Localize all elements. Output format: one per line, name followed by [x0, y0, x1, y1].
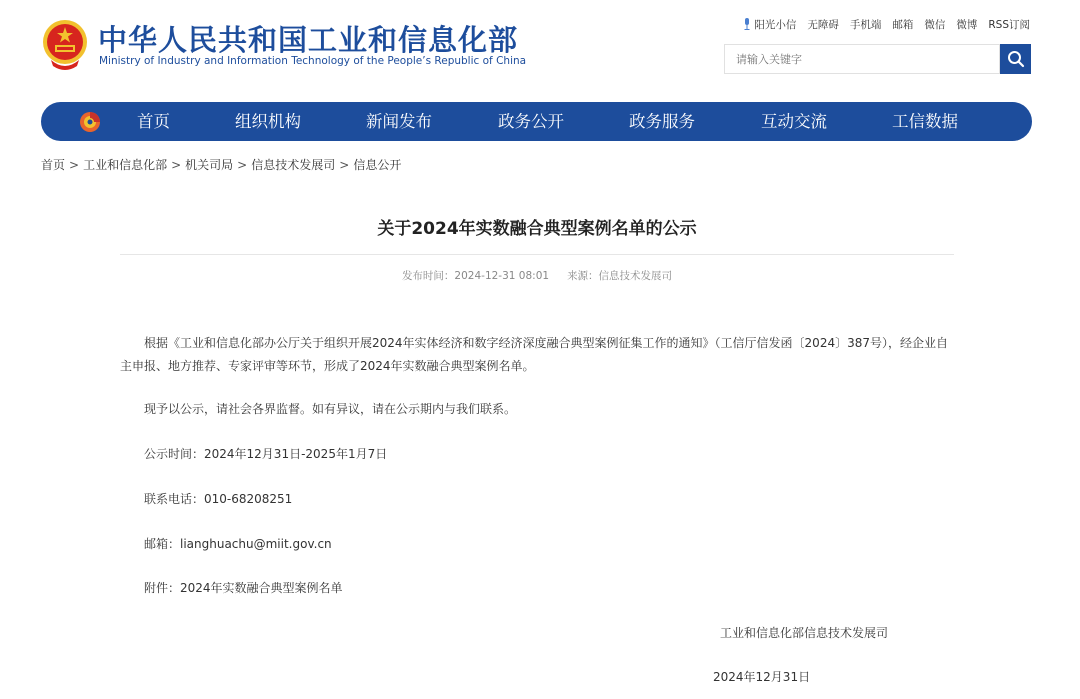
contact-email: 邮箱：lianghuachu@miit.gov.cn — [144, 537, 332, 551]
breadcrumb-it-dept[interactable]: 信息技术发展司 — [251, 158, 336, 172]
article-source: 来源：信息技术发展司 — [567, 270, 673, 282]
breadcrumb-separator: > — [171, 158, 182, 172]
article-meta — [120, 268, 954, 283]
top-link-weibo[interactable]: 微博 — [956, 18, 978, 31]
top-links — [743, 16, 1030, 32]
breadcrumb-separator: > — [237, 158, 248, 172]
breadcrumb-info-public[interactable]: 信息公开 — [353, 158, 402, 172]
signature-date: 2024年12月31日 — [713, 670, 811, 684]
top-link-rss[interactable]: RSS订阅 — [988, 18, 1030, 31]
breadcrumb-separator: > — [339, 158, 350, 172]
breadcrumb-ministry[interactable]: 工业和信息化部 — [83, 158, 168, 172]
nav-item-home[interactable]: 首页 — [137, 112, 170, 131]
article-paragraph: 根据《工业和信息化部办公厅关于组织开展2024年实体经济和数字经济深度融合典型案例征集工作的通知》（工信厅信发函〔2024〕387号），经企业自主申报、地方推荐、专家评审等环节，形成了2024年实数融合典型案例名单。 — [120, 336, 948, 373]
article-body — [120, 332, 956, 377]
contact-phone: 联系电话：010-68208251 — [144, 492, 293, 506]
top-link-accessibility[interactable]: 无障碍 — [807, 18, 839, 31]
attachment-link[interactable]: 附件：2024年实数融合典型案例名单 — [144, 581, 343, 595]
publish-time: 发布时间：2024-12-31 08:01 — [401, 270, 550, 282]
breadcrumb-departments[interactable]: 机关司局 — [185, 158, 234, 172]
top-link-mail[interactable]: 邮箱 — [892, 18, 914, 31]
breadcrumb-separator: > — [69, 158, 80, 172]
signature-org: 工业和信息化部信息技术发展司 — [720, 626, 889, 640]
top-link-sunshine[interactable]: 阳光小信 — [743, 17, 796, 32]
breadcrumb-home[interactable]: 首页 — [41, 158, 66, 172]
nav-item-organization[interactable]: 组织机构 — [235, 112, 301, 131]
breadcrumb — [41, 156, 401, 173]
microphone-icon — [743, 18, 751, 30]
top-link-wechat[interactable]: 微信 — [924, 18, 946, 31]
site-name-cn[interactable]: 中华人民共和国工业和信息化部 — [98, 23, 519, 57]
article-paragraph: 现予以公示，请社会各界监督。如有异议，请在公示期内与我们联系。 — [144, 402, 517, 416]
nav-item-gov-affairs[interactable]: 政务公开 — [498, 112, 564, 131]
site-name-en[interactable]: Ministry of Industry and Information Technology of the People’s Republic of China — [99, 55, 527, 67]
site-header — [0, 0, 1080, 100]
publicity-period: 公示时间：2024年12月31日-2025年1月7日 — [144, 447, 388, 461]
search-button[interactable] — [1000, 44, 1031, 74]
nav-item-interaction[interactable]: 互动交流 — [761, 112, 827, 131]
title-divider — [120, 254, 954, 255]
nav-item-news[interactable]: 新闻发布 — [366, 112, 432, 131]
search-box — [724, 44, 1000, 74]
national-emblem-icon[interactable] — [41, 18, 89, 70]
home-logo-icon[interactable] — [78, 110, 102, 134]
nav-item-gov-services[interactable]: 政务服务 — [629, 112, 695, 131]
article-title: 关于2024年实数融合典型案例名单的公示 — [377, 219, 697, 239]
main-nav — [41, 102, 1032, 141]
search-input[interactable] — [734, 45, 988, 73]
top-link-mobile[interactable]: 手机端 — [849, 18, 882, 31]
nav-item-data[interactable]: 工信数据 — [892, 112, 958, 131]
search-icon — [1007, 50, 1025, 68]
